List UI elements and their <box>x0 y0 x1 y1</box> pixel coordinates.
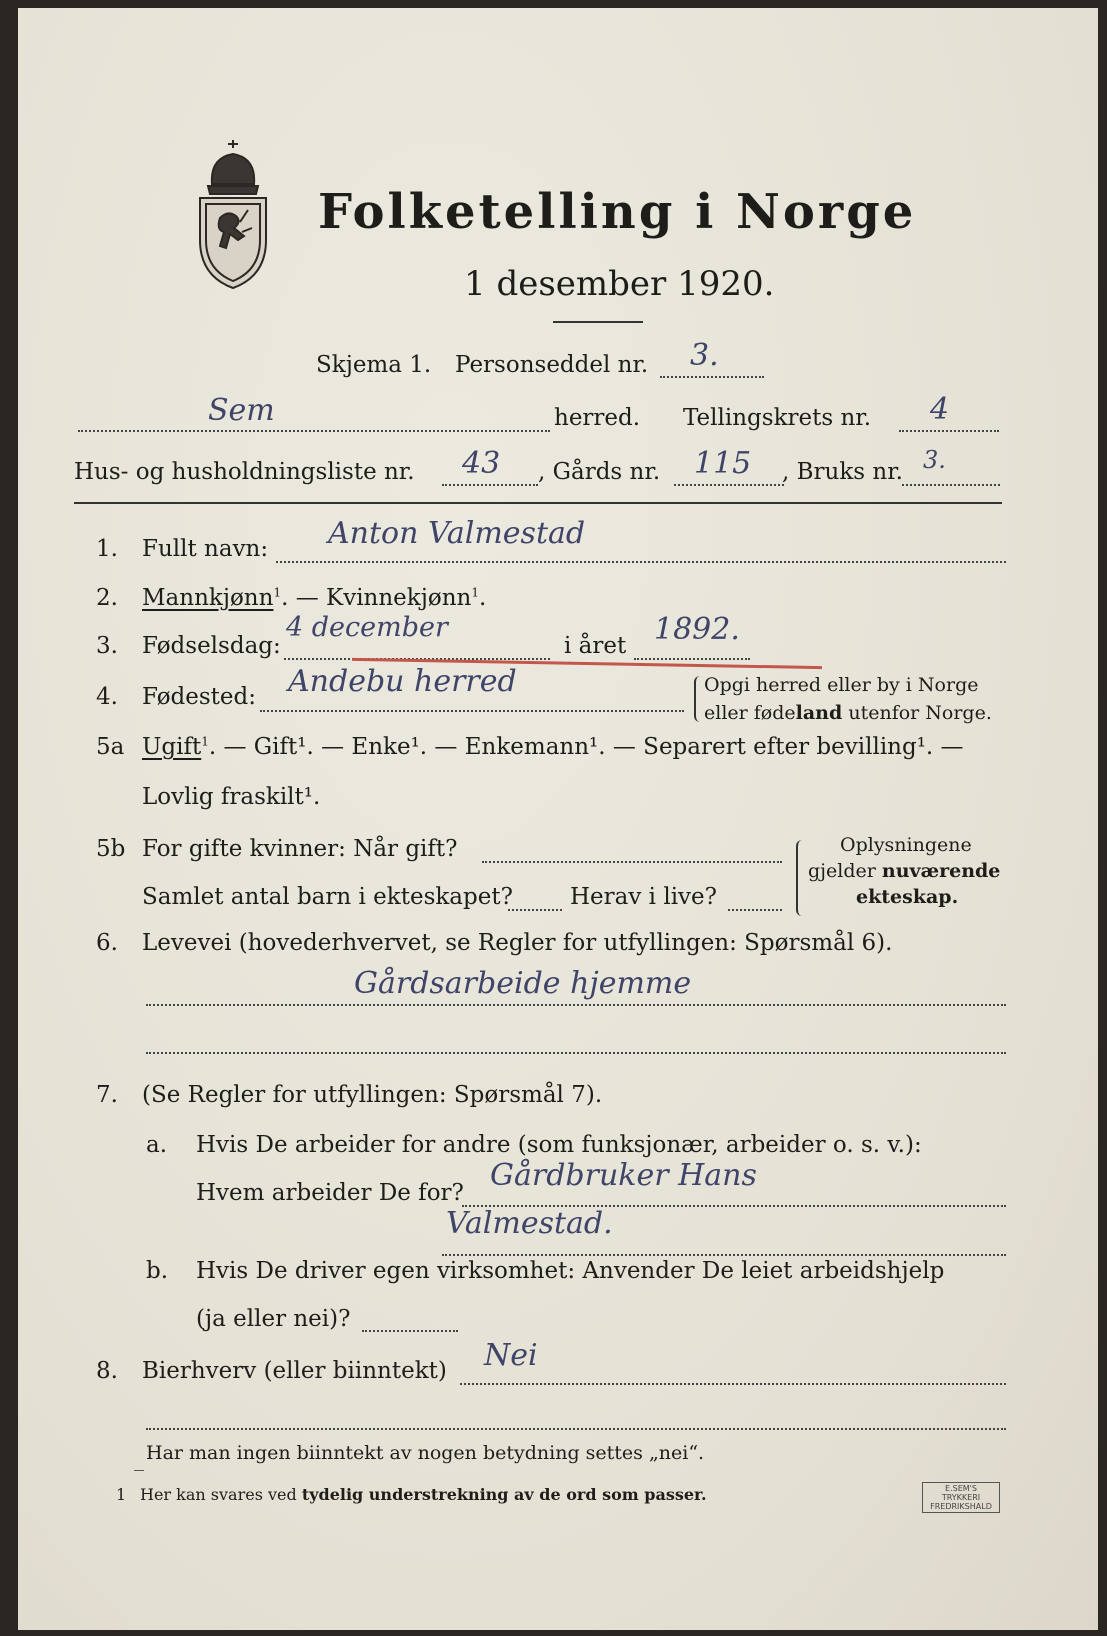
q4-label: Fødested: <box>142 684 257 710</box>
herred-line <box>78 430 550 432</box>
q4-number: 4. <box>96 684 118 710</box>
birthplace-value[interactable]: Andebu herred <box>288 664 517 699</box>
gards-line <box>674 484 784 486</box>
q2-number: 2. <box>96 585 118 611</box>
herred-value[interactable]: Sem <box>208 393 275 428</box>
tellingskrets-label: Tellingskrets nr. <box>683 405 872 431</box>
q2-line: Mannkjønn$^1$. — Kvinnekjønn$^1$. <box>142 585 487 611</box>
employer-value-line2[interactable]: Valmestad. <box>446 1206 613 1241</box>
bruks-line <box>902 484 1000 486</box>
q5b-note-line1: Oplysningene <box>840 834 972 856</box>
q1-number: 1. <box>96 536 118 562</box>
q1-line <box>276 561 1006 563</box>
personseddel-value[interactable]: 3. <box>690 338 719 373</box>
printer-stamp <box>922 1482 1000 1513</box>
q5a-number: 5a <box>96 734 125 760</box>
tellingskrets-line <box>899 430 999 432</box>
q8-line1 <box>460 1383 1006 1385</box>
q5b-children-line[interactable] <box>508 909 562 911</box>
q7b-label1: Hvis De driver egen virksomhet: Anvender De leiet arbeidshjelp <box>196 1258 945 1284</box>
coat-of-arms-icon <box>190 136 276 292</box>
hus-label: Hus- og husholdningsliste nr. <box>74 459 415 485</box>
q7-label: (Se Regler for utfyllingen: Spørsmål 7). <box>142 1082 603 1108</box>
bruks-label: , Bruks nr. <box>782 459 903 485</box>
q4-brace <box>694 676 702 722</box>
q5b-note-part-a: gjelder <box>808 860 882 882</box>
footnote-1-part-b: tydelig understrekning av de ord som passer. <box>301 1485 707 1504</box>
header-divider <box>74 502 1002 504</box>
marital-ugift-option[interactable]: Ugift <box>142 734 202 760</box>
q5b-note-line2 <box>808 860 1000 882</box>
census-date: 1 desember 1920. <box>464 264 775 304</box>
herred-label: herred. <box>554 405 641 431</box>
q5b-brace <box>796 840 806 916</box>
q5b-married-line[interactable] <box>482 861 782 863</box>
q7a-label2: Hvem arbeider De for? <box>196 1180 464 1206</box>
q7b-line[interactable] <box>362 1330 458 1332</box>
footnote-divider <box>134 1470 144 1471</box>
footnote-1-part-a: Her kan svares ved <box>140 1485 302 1504</box>
gards-value[interactable]: 115 <box>694 446 752 481</box>
gender-female-option[interactable]: Kvinnekjønn <box>326 585 472 611</box>
q4-note-part-c: utenfor Norge. <box>842 702 992 724</box>
q8-label: Bierhverv (eller biinntekt) <box>142 1358 447 1384</box>
bruks-value[interactable]: 3. <box>923 446 946 474</box>
skjema-label: Skjema 1. <box>316 352 432 378</box>
census-form <box>18 8 1098 1630</box>
q4-note-part-b: land <box>795 702 843 724</box>
q7-number: 7. <box>96 1082 118 1108</box>
q4-note-part-a: eller føde <box>704 702 796 724</box>
q4-line <box>260 710 684 712</box>
gards-label: , Gårds nr. <box>538 459 661 485</box>
q5b-note-part-b: nuværende <box>881 860 1001 882</box>
personseddel-line <box>660 376 764 378</box>
gender-male-option[interactable]: Mannkjønn <box>142 585 274 611</box>
q7a-label1: Hvis De arbeider for andre (som funksjonær, arbeider o. s. v.): <box>196 1132 922 1158</box>
occupation-value[interactable]: Gårdsarbeide hjemme <box>354 966 692 1001</box>
q3-year-line <box>634 658 750 660</box>
q5b-label-alive: Herav i live? <box>570 884 717 910</box>
q7a-letter: a. <box>146 1132 168 1158</box>
q6-line1 <box>146 1004 1006 1006</box>
q5a-line1: Ugift$^1$. — Gift¹. — Enke¹. — Enkemann¹. — Separert efter bevilling¹. — <box>142 734 964 760</box>
q2-end: . <box>478 585 487 611</box>
q1-label: Fullt navn: <box>142 536 269 562</box>
footnote-1 <box>140 1485 707 1504</box>
q6-line2[interactable] <box>146 1052 1006 1054</box>
employer-value-line1[interactable]: Gårdbruker Hans <box>490 1158 757 1193</box>
q6-label: Levevei (hovederhvervet, se Regler for utfyllingen: Spørsmål 6). <box>142 930 893 956</box>
marital-other-options[interactable]: . — Gift¹. — Enke¹. — Enkemann¹. — Separert efter bevilling¹. — <box>208 734 964 760</box>
q7b-letter: b. <box>146 1258 169 1284</box>
q3-year-label: i året <box>564 633 627 659</box>
q7b-label2: (ja eller nei)? <box>196 1306 351 1332</box>
side-income-value[interactable]: Nei <box>484 1338 538 1373</box>
q8-line2[interactable] <box>146 1428 1006 1430</box>
printer-stamp-line2: FREDRIKSHALD <box>930 1502 992 1511</box>
q8-number: 8. <box>96 1358 118 1384</box>
birth-date-value[interactable]: 4 december <box>286 612 448 643</box>
q2-separator: . — <box>281 585 327 611</box>
q5b-alive-line[interactable] <box>728 909 782 911</box>
q4-note-line2 <box>704 702 992 724</box>
q7a-line2 <box>442 1254 1006 1256</box>
q5b-label-children: Samlet antal barn i ekteskapet? <box>142 884 513 910</box>
q3-number: 3. <box>96 633 118 659</box>
q6-number: 6. <box>96 930 118 956</box>
marital-fraskilt-option[interactable]: Lovlig fraskilt¹. <box>142 784 321 810</box>
footnote-marker: 1 <box>116 1485 127 1504</box>
q5b-note-line3 <box>856 886 958 908</box>
hus-line <box>442 484 538 486</box>
q4-note-line1: Opgi herred eller by i Norge <box>704 674 979 696</box>
footnote-nei: Har man ingen biinntekt av nogen betydning settes „nei“. <box>146 1442 705 1464</box>
birth-year-value[interactable]: 1892. <box>654 612 740 647</box>
printer-stamp-line1: E.SEM'S TRYKKERI <box>941 1484 981 1502</box>
q5b-label-married: For gifte kvinner: Når gift? <box>142 836 458 862</box>
q3-label: Fødselsdag: <box>142 633 281 659</box>
tellingskrets-value[interactable]: 4 <box>930 392 950 427</box>
personseddel-label: Personseddel nr. <box>455 352 649 378</box>
form-title: Folketelling i Norge <box>318 184 917 240</box>
q5b-note-part-c: ekteskap. <box>856 886 959 908</box>
full-name-value[interactable]: Anton Valmestad <box>328 516 586 551</box>
q5b-number: 5b <box>96 836 126 862</box>
hus-value[interactable]: 43 <box>462 446 501 481</box>
title-divider <box>553 321 643 323</box>
